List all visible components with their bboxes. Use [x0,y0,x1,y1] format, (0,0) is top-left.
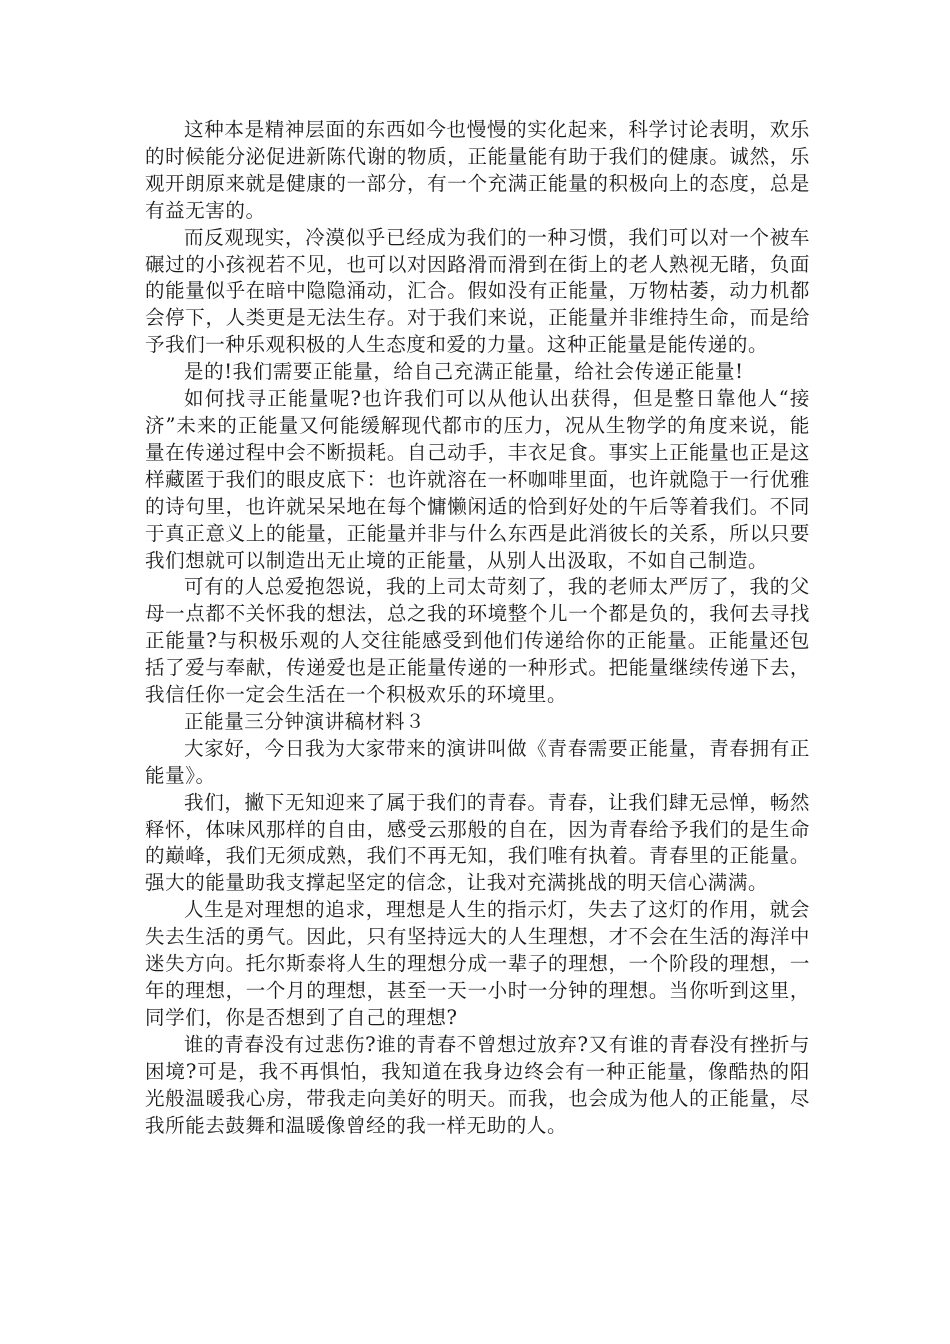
document-body [145,117,810,1139]
paragraph: 而反观现实，冷漠似乎已经成为我们的一种习惯，我们可以对一个被车碾过的小孩视若不见，也可以对因路滑而滑到在街上的老人熟视无睹，负面的能量似乎在暗中隐隐涌动，汇合。假如没有正能量，万物枯萎，动力机都会停下，人类更是无法生存。对于我们来说，正能量并非维持生命，而是给予我们一种乐观积极的人生态度和爱的力量。这种正能量是能传递的。 [145,225,810,357]
paragraph: 如何找寻正能量呢?也许我们可以从他认出获得，但是整日靠他人“接济”未来的正能量又何能缓解现代都市的压力，况从生物学的角度来说，能量在传递过程中会不断损耗。自己动手，丰衣足食。事实上正能量也正是这样藏匿于我们的眼皮底下：也许就溶在一杯咖啡里面，也许就隐于一行优雅的诗句里，也许就呆呆地在每个慵懒闲适的恰到好处的午后等着我们。不同于真正意义上的能量，正能量并非与什么东西是此消彼长的关系，所以只要我们想就可以制造出无止境的正能量，从别人出汲取，不如自己制造。 [145,387,810,572]
paragraph: 可有的人总爱抱怨说，我的上司太苛刻了，我的老师太严厉了，我的父母一点都不关怀我的想法，总之我的环境整个儿一个都是负的，我何去寻找正能量?与积极乐观的人交往能感受到他们传递给你的正能量。正能量还包括了爱与奉献，传递爱也是正能量传递的一种形式。把能量继续传递下去，我信任你一定会生活在一个积极欢乐的环境里。 [145,575,810,707]
paragraph: 谁的青春没有过悲伤?谁的青春不曾想过放弃?又有谁的青春没有挫折与困境?可是，我不再惧怕，我知道在我身边终会有一种正能量，像酷热的阳光般温暖我心房，带我走向美好的明天。而我，也会成为他人的正能量，尽我所能去鼓舞和温暖像曾经的我一样无助的人。 [145,1032,810,1137]
paragraph: 是的!我们需要正能量，给自己充满正能量，给社会传递正能量! [184,360,744,384]
paragraph: 大家好，今日我为大家带来的演讲叫做《青春需要正能量，青春拥有正能量》。 [145,736,810,787]
paragraph: 我们，撇下无知迎来了属于我们的青春。青春，让我们肆无忌惮，畅然释怀，体味风那样的自由，感受云那般的自在，因为青春给予我们的是生命的巅峰，我们无须成熟，我们不再无知，我们唯有执着。青春里的正能量。强大的能量助我支撑起坚定的信念，让我对充满挑战的明天信心满满。 [145,790,810,895]
paragraph: 这种本是精神层面的东西如今也慢慢的实化起来，科学讨论表明，欢乐的时候能分泌促进新陈代谢的物质，正能量能有助于我们的健康。诚然，乐观开朗原来就是健康的一部分，有一个充满正能量的积极向上的态度，总是有益无害的。 [145,118,810,222]
paragraph: 人生是对理想的追求，理想是人生的指示灯，失去了这灯的作用，就会失去生活的勇气。因此，只有坚持远大的人生理想，才不会在生活的海洋中迷失方向。托尔斯泰将人生的理想分成一辈子的理想，一个阶段的理想，一年的理想，一个月的理想，甚至一天一小时一分钟的理想。当你听到这里，同学们，你是否想到了自己的理想? [145,898,810,1029]
section-heading: 正能量三分钟演讲稿材料３ [184,709,426,733]
